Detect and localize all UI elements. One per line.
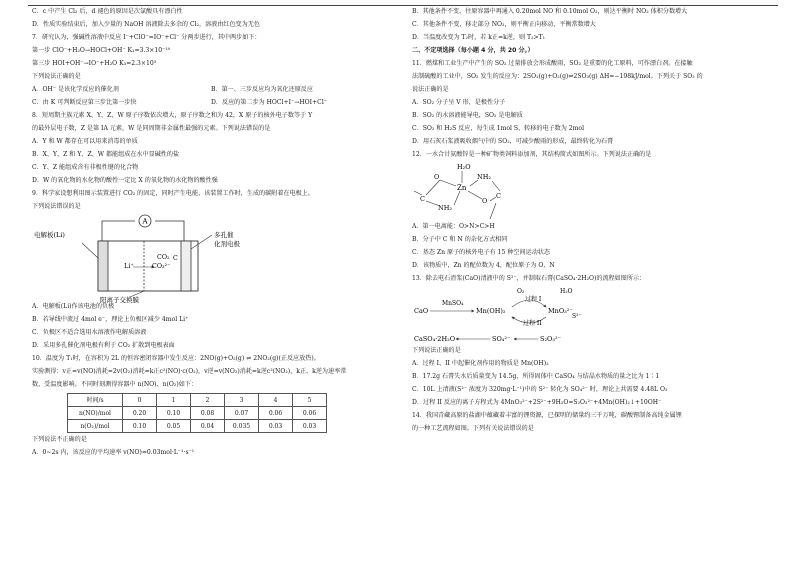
right-column bbox=[412, 8, 774, 435]
o-left-label: O bbox=[434, 173, 440, 182]
q11-option-d: D．用石灰石浆液吸收烟气中的 SO₂，可减少酸雨的形成，最终转化为石膏 bbox=[412, 137, 614, 145]
table-cell: 0.07 bbox=[225, 407, 259, 420]
q13-option-c: C．10L 上清液(S²⁻ 浓度为 320mg·L⁻¹)中的 S²⁻ 转化为 SO₄²⁻ 时，理论上共需要 4.48L O₂ bbox=[412, 386, 668, 394]
table-cell: 4 bbox=[259, 394, 293, 407]
q7-step1: 第一步 ClO⁻+H₂O→HOCl+OH⁻ K₁=3.3×10⁻¹⁰ bbox=[32, 46, 171, 54]
q7-options-row1 bbox=[32, 86, 390, 96]
carbon-label: C bbox=[173, 255, 178, 263]
q10-stem-3: 数，受温度影响。不同时刻测得容器中 n(NO)、n(O₂)如下： bbox=[32, 381, 198, 389]
table-cell: 0.05 bbox=[157, 420, 191, 433]
table-cell: 0.035 bbox=[225, 420, 259, 433]
q7-options-row2 bbox=[32, 99, 390, 109]
step2-label: 过程 II bbox=[523, 320, 542, 328]
q13-stem: 13．除去电石渣浆(CaO)清液中的 S²⁻，并制取石膏(CaSO₄·2H₂O)的流程如图所示： bbox=[412, 274, 646, 282]
q10-option-a: A．0~2s 内，该反应的平均速率 v(NO)=0.03mol·L⁻¹·s⁻¹ bbox=[32, 449, 195, 457]
table-cell: n(NO)/mol bbox=[68, 407, 123, 420]
q8-option-d: D．W 的氧化物的水化物的酸性一定比 X 的氧化物的水化物的酸性强 bbox=[32, 177, 218, 185]
q9-option-c: C．负极区不适合选用水溶液作电解质溶液 bbox=[32, 329, 147, 337]
q8-option-b: B．X、Y、Z 和 Y、Z、W 都能组成在水中显碱性的盐 bbox=[32, 151, 180, 159]
c-left-label: C bbox=[420, 195, 425, 204]
table-cell: 2 bbox=[191, 394, 225, 407]
q11-option-b: B．SO₂ 的水溶液能导电，SO₂ 是电解质 bbox=[412, 111, 523, 119]
q11-option-c: C．SO₂ 和 H₂S 反应，每生成 1mol S，转移的电子数为 2mol bbox=[412, 124, 585, 132]
q7-prompt: 下列说法正确的是 bbox=[32, 72, 81, 80]
q10-option-b: B．其他条件不变，往原容器中再通入 0.20mol NO 和 0.10mol O₂，则达平衡时 NO₂ 体积分数增大 bbox=[412, 8, 688, 15]
q13-option-b: B．17.2g 石膏失水后质量变为 14.5g，所得固体中 CaSO₄ 与结晶水物质的量之比为 1∶1 bbox=[412, 373, 660, 381]
s2-label: S²⁻ bbox=[572, 313, 582, 321]
table-row bbox=[68, 420, 327, 433]
q11-option-a: A．SO₂ 分子呈 V 形，是极性分子 bbox=[412, 98, 506, 106]
table-cell: 时间/s bbox=[68, 394, 123, 407]
mno3-label: MnO₃²⁻ bbox=[548, 307, 573, 316]
q7-stem: 7．研究认为，强碱性溶液中反应 I⁻+ClO⁻=IO⁻+Cl⁻ 分两步进行，其中两步如下： bbox=[32, 33, 261, 41]
table-cell: 0.06 bbox=[293, 407, 327, 420]
q14-stem-2: 的一种工艺流程如图。下列有关说法错误的是 bbox=[412, 425, 534, 433]
h2o-label: H₂O bbox=[457, 163, 471, 172]
step1-label: 过程 I bbox=[525, 296, 542, 304]
q13-prompt: 下列说法正确的是 bbox=[412, 347, 461, 355]
q9-option-a: A．电解板(Li)作该电池的负极 bbox=[32, 303, 115, 311]
table-cell: 0.08 bbox=[191, 407, 225, 420]
h2o-label: H₂O bbox=[560, 288, 573, 296]
left-column bbox=[32, 8, 390, 460]
table-cell: 0.03 bbox=[293, 420, 327, 433]
nh2-top-label: NH₂ bbox=[477, 173, 491, 182]
q10-prompt: 下列说法不正确的是 bbox=[32, 436, 87, 444]
mnoh2-label: Mn(OH)₂ bbox=[476, 307, 506, 316]
c-right-label: C bbox=[496, 192, 501, 201]
nh2-bottom-label: NH₂ bbox=[438, 204, 452, 213]
q10-option-c: C．其他条件不变，移走部分 NO₂，则平衡正向移动，平衡常数增大 bbox=[412, 20, 596, 28]
table-row bbox=[68, 407, 327, 420]
o-right-label: O bbox=[482, 197, 488, 206]
catalyst-electrode bbox=[181, 241, 191, 291]
q9-option-b: B．若导线中流过 4mol e⁻，理论上负极区减少 4mol Li⁺ bbox=[32, 316, 189, 324]
q13-option-a: A．过程 I、II 中起催化剂作用的物质是 Mn(OH)₂ bbox=[412, 360, 549, 368]
o2-label: O₂ bbox=[517, 288, 525, 296]
q8-option-c: C．Y、Z 能组成含有非极性键的化合物 bbox=[32, 164, 139, 172]
q13-option-d: D．过程 II 反应的离子方程式为 4MnO₃²⁻+2S²⁻+9H₂O=S₂O₃²⁻+4Mn(OH)₂↓+10OH⁻ bbox=[412, 399, 662, 407]
table-cell: 0.20 bbox=[123, 407, 157, 420]
catalyst-label-2: 化剂电极 bbox=[214, 240, 240, 249]
q8-stem-2: 的最外层电子数，Z 是第 IA 元素，W 是同周期非金属性最强的元素。下列说法错误的是 bbox=[32, 125, 271, 133]
q11-stem-1: 11．燃煤和工业生产中产生的 SO₂ 过量排放会形成酸雨，SO₂ 是重要的化工原料，可作漂白剂。在接触 bbox=[412, 59, 693, 67]
q12-option-b: B．分子中 C 和 N 的杂化方式相同 bbox=[412, 236, 508, 243]
q7-option-a: A．OH⁻ 是该化学反应的催化剂 bbox=[32, 86, 119, 94]
caso4-label: CaSO₄·2H₂O bbox=[414, 335, 456, 344]
li-electrode bbox=[98, 241, 108, 291]
q10-stem-1: 10．温度为 T₁时，在容积为 2L 的恒容密闭容器中发生反应：2NO(g)+O₂(g) ⇌ 2NO₂(g)(正反应放热)。 bbox=[32, 355, 320, 363]
q12-option-d: D．该物质中，Zn 的配位数为 4，配位原子为 O、N bbox=[412, 261, 555, 269]
q10-option-d: D．当温度改变为 T₂时，若 k正=k逆，则 T₂>T₁ bbox=[412, 33, 546, 41]
so4-label: SO₄²⁻ bbox=[492, 335, 511, 344]
table-cell: 0 bbox=[123, 394, 157, 407]
q14-stem-1: 14．我国青藏高原的盐湖中蕴藏着丰富的锂资源，已探明的储量约三千万吨，碳酸锂制备高纯金属锂 bbox=[412, 412, 682, 420]
q7-step3: 第三步 HOI+OH⁻→IO⁻+H₂O K₃=2.3×10³ bbox=[32, 59, 157, 67]
q8-option-a: A．Y 和 W 都存在可以用来消毒的单质 bbox=[32, 138, 138, 146]
q9-battery-diagram bbox=[32, 213, 390, 303]
cao-label: CaO bbox=[414, 307, 429, 316]
q12-option-c: C．基态 Zn 原子的核外电子有 15 种空间运动状态 bbox=[412, 248, 551, 256]
table-cell: 0.10 bbox=[157, 407, 191, 420]
q12-stem: 12．一水合甘氨酸锌是一种矿物类饲料添加剂，其结构简式如图所示。下列说法正确的是 bbox=[412, 150, 652, 158]
table-cell: 0.10 bbox=[123, 420, 157, 433]
q6-option-d: D．性质实验结束后，加入少量的 NaOH 溶液除去多余的 Cl₂，溶液由红色变为无色 bbox=[32, 20, 260, 28]
table-cell: 0.04 bbox=[191, 420, 225, 433]
q11-stem-2: 法制硫酸的工业中，SO₂ 发生的反应为：2SO₂(g)+O₂(g)⇌2SO₃(g) ΔH=−198kJ/mol。下列关于 SO₂ 的 bbox=[412, 72, 703, 80]
li-ion-label: Li⁺ bbox=[124, 262, 134, 271]
q12-option-a: A．第一电离能：O>N>C>H bbox=[412, 223, 495, 231]
mnso4-label: MnSO₄ bbox=[442, 300, 464, 308]
ammeter-label: A bbox=[142, 217, 148, 226]
s2o3-label: S₂O₃²⁻ bbox=[540, 335, 562, 344]
table-cell: 1 bbox=[157, 394, 191, 407]
li-electrode-label: 电解板(Li) bbox=[34, 231, 65, 240]
q7-option-c: C．由 K 可判断反应第三步比第一步快 bbox=[32, 99, 137, 107]
zn-label: Zn bbox=[457, 184, 467, 193]
membrane-label: 阳离子交换膜 bbox=[100, 296, 139, 304]
table-cell: 5 bbox=[293, 394, 327, 407]
catalyst-label-1: 多孔催 bbox=[214, 231, 234, 240]
q7-option-b: B．第一、三步反应均为氧化还原反应 bbox=[211, 86, 313, 94]
table-cell: 0.03 bbox=[259, 420, 293, 433]
q9-stem-2: 下列说法错误的是 bbox=[32, 203, 81, 211]
q6-option-c: C．c 中产生 Cl₂ 后，d 褪色的原因是次氯酸具有漂白性 bbox=[32, 8, 183, 15]
co2-label: CO₂ bbox=[157, 254, 170, 262]
q9-option-d: D．采用多孔催化剂电极有利于 CO₂ 扩散到电极表面 bbox=[32, 342, 175, 350]
q10-data-table bbox=[67, 393, 327, 433]
q9-stem-1: 9．科学家设想利用图示装置进行 CO₂ 的固定，同时产生电能，该装置工作时，生成的碳附着在电极上。 bbox=[32, 190, 314, 198]
section-heading: 二、不定项选择（每小题 4 分，共 20 分。） bbox=[412, 46, 534, 54]
page-top-rule bbox=[28, 5, 778, 6]
table-cell: 0.06 bbox=[259, 407, 293, 420]
co3-label: CO₃²⁻ bbox=[152, 263, 171, 271]
table-row bbox=[68, 394, 327, 407]
table-cell: n(O₂)/mol bbox=[68, 420, 123, 433]
q8-stem-1: 8．短周期主族元素 X、Y、Z、W 原子序数依次增大，原子序数之和为 42，X 原子的核外电子数等于 Y bbox=[32, 112, 313, 120]
q11-stem-3: 说法正确的是 bbox=[412, 85, 449, 93]
q7-option-d: D．反应的第二步为 HOCl+I⁻→HOI+Cl⁻ bbox=[211, 99, 327, 107]
q10-stem-2: 实验测得：v正=v(NO)消耗=2v(O₂)消耗=k正c²(NO)·c(O₂)，v逆=v(NO₂)消耗=k逆c²(NO₂)，k正、k逆为速率常 bbox=[32, 368, 347, 376]
q12-structure-diagram bbox=[412, 161, 774, 223]
q13-flow-diagram bbox=[412, 285, 774, 347]
table-cell: 3 bbox=[225, 394, 259, 407]
